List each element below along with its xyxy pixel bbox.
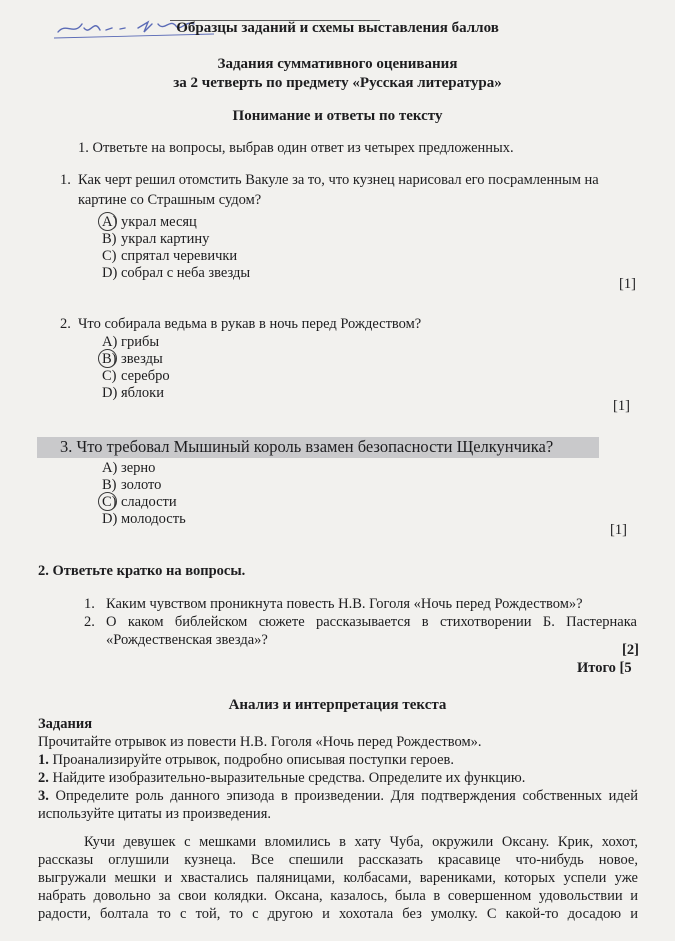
option-text: сладости — [121, 494, 177, 510]
task-text: Найдите изобразительно-выразительные средства. Определите их функцию. — [52, 770, 526, 786]
option-letter: B) — [102, 231, 117, 247]
section1-instruction: 1. Ответьте на вопросы, выбрав один ответ из четырех предложенных. — [78, 140, 514, 156]
section2-heading: 2. Ответьте кратко на вопросы. — [38, 563, 246, 579]
answer-circle-mark — [98, 492, 117, 511]
question-2-option-b — [102, 351, 163, 368]
task-2 — [38, 770, 525, 787]
question-3-option-c — [102, 494, 177, 511]
question-1-option-b — [102, 231, 209, 248]
question-1-option-a — [102, 214, 197, 231]
option-letter: A) — [102, 460, 118, 476]
assessment-title: Задания суммативного оценивания — [217, 56, 458, 72]
short-question-2-text-cont: «Рождественская звезда»? — [106, 632, 268, 648]
option-text: грибы — [121, 334, 160, 350]
option-text: собрал с неба звезды — [121, 265, 251, 281]
task-3 — [38, 788, 638, 805]
assessment-subject: за 2 четверть по предмету «Русская литература» — [173, 75, 502, 91]
option-text: украл месяц — [121, 214, 197, 230]
excerpt-line: выгружали мешки и хвастались паляницами, колбасами, варениками, которых успели уже — [38, 870, 638, 886]
excerpt-line: радости, болтала то с той, то с другою и хохотала без умолку. С какой-то досадою и — [38, 906, 638, 922]
option-text: зерно — [121, 460, 156, 476]
section2-score: [2] — [622, 642, 639, 658]
option-letter: C) — [102, 368, 117, 384]
total-score: Итого [5 — [577, 660, 632, 676]
option-letter: D) — [102, 511, 118, 527]
short-question-1-text: Каким чувством проникнута повесть Н.В. Гоголя «Ночь перед Рождеством»? — [106, 596, 583, 612]
question-1-score: [1] — [619, 276, 636, 292]
short-question-1-number: 1. — [84, 596, 95, 612]
option-text: спрятал черевички — [121, 248, 238, 264]
short-question-2-text: О каком библейском сюжете рассказывается в стихотворении Б. Пастернака — [106, 614, 637, 630]
option-letter: C) — [102, 494, 117, 510]
question-3-option-d — [102, 511, 186, 528]
answer-circle-mark — [98, 349, 117, 368]
option-text: золото — [121, 477, 162, 493]
question-2-option-c — [102, 368, 170, 385]
document-title: Образцы заданий и схемы выставления баллов — [176, 20, 499, 36]
option-letter: B) — [102, 351, 117, 367]
task-3-cont: используйте цитаты из произведения. — [38, 806, 271, 822]
section3-heading: Анализ и интерпретация текста — [228, 697, 447, 713]
question-1-number: 1. — [60, 172, 71, 188]
task-text: Определите роль данного эпизода в произведении. Для подтверждения собственных идей — [55, 788, 639, 804]
option-letter: A) — [102, 214, 118, 230]
question-3-score: [1] — [610, 522, 627, 538]
short-question-2-number: 2. — [84, 614, 95, 630]
option-letter: A) — [102, 334, 118, 350]
reading-instruction: Прочитайте отрывок из повести Н.В. Гоголя «Ночь перед Рождеством». — [38, 734, 482, 750]
question-3-option-a — [102, 460, 155, 477]
option-text: серебро — [121, 368, 170, 384]
question-1-option-c — [102, 248, 237, 265]
task-number: 2. — [38, 770, 49, 786]
question-2-text: Что собирала ведьма в рукав в ночь перед Рождеством? — [78, 316, 422, 332]
question-2-score: [1] — [613, 398, 630, 414]
option-text: звезды — [121, 351, 163, 367]
option-letter: C) — [102, 248, 117, 264]
section1-heading: Понимание и ответы по тексту — [232, 108, 443, 124]
option-text: яблоки — [121, 385, 164, 401]
question-1-text: Как черт решил отомстить Вакуле за то, что кузнец нарисовал его посрамленным на — [78, 172, 599, 188]
option-text: молодость — [121, 511, 186, 527]
option-letter: D) — [102, 265, 118, 281]
question-2-number: 2. — [60, 316, 71, 332]
question-1-option-d — [102, 265, 250, 282]
task-number: 3. — [38, 788, 49, 804]
question-2-option-d — [102, 385, 164, 402]
excerpt-line: набрать довольно за свои колядки. Оксана, казалось, была в совершенном удовольствии и — [38, 888, 638, 904]
option-text: украл картину — [121, 231, 210, 247]
excerpt-line: Кучи девушек с мешками вломились в хату Чуба, окружили Оксану. Крик, хохот, — [84, 834, 638, 850]
option-letter: B) — [102, 477, 117, 493]
task-text: Проанализируйте отрывок, подробно описывая поступки героев. — [52, 752, 455, 768]
answer-circle-mark — [98, 212, 117, 231]
question-1-text-cont: картине со Страшным судом? — [78, 192, 262, 208]
question-3-text: 3. Что требовал Мышиный король взамен безопасности Щелкунчика? — [60, 437, 554, 456]
tasks-label: Задания — [38, 716, 93, 732]
question-3-option-b — [102, 477, 161, 494]
option-letter: D) — [102, 385, 118, 401]
task-number: 1. — [38, 752, 49, 768]
excerpt-line: рассказы оглушили кузнеца. Все спешили рассказать красавице что-нибудь новое, — [38, 852, 638, 868]
question-2-option-a — [102, 334, 159, 351]
task-1 — [38, 752, 454, 769]
